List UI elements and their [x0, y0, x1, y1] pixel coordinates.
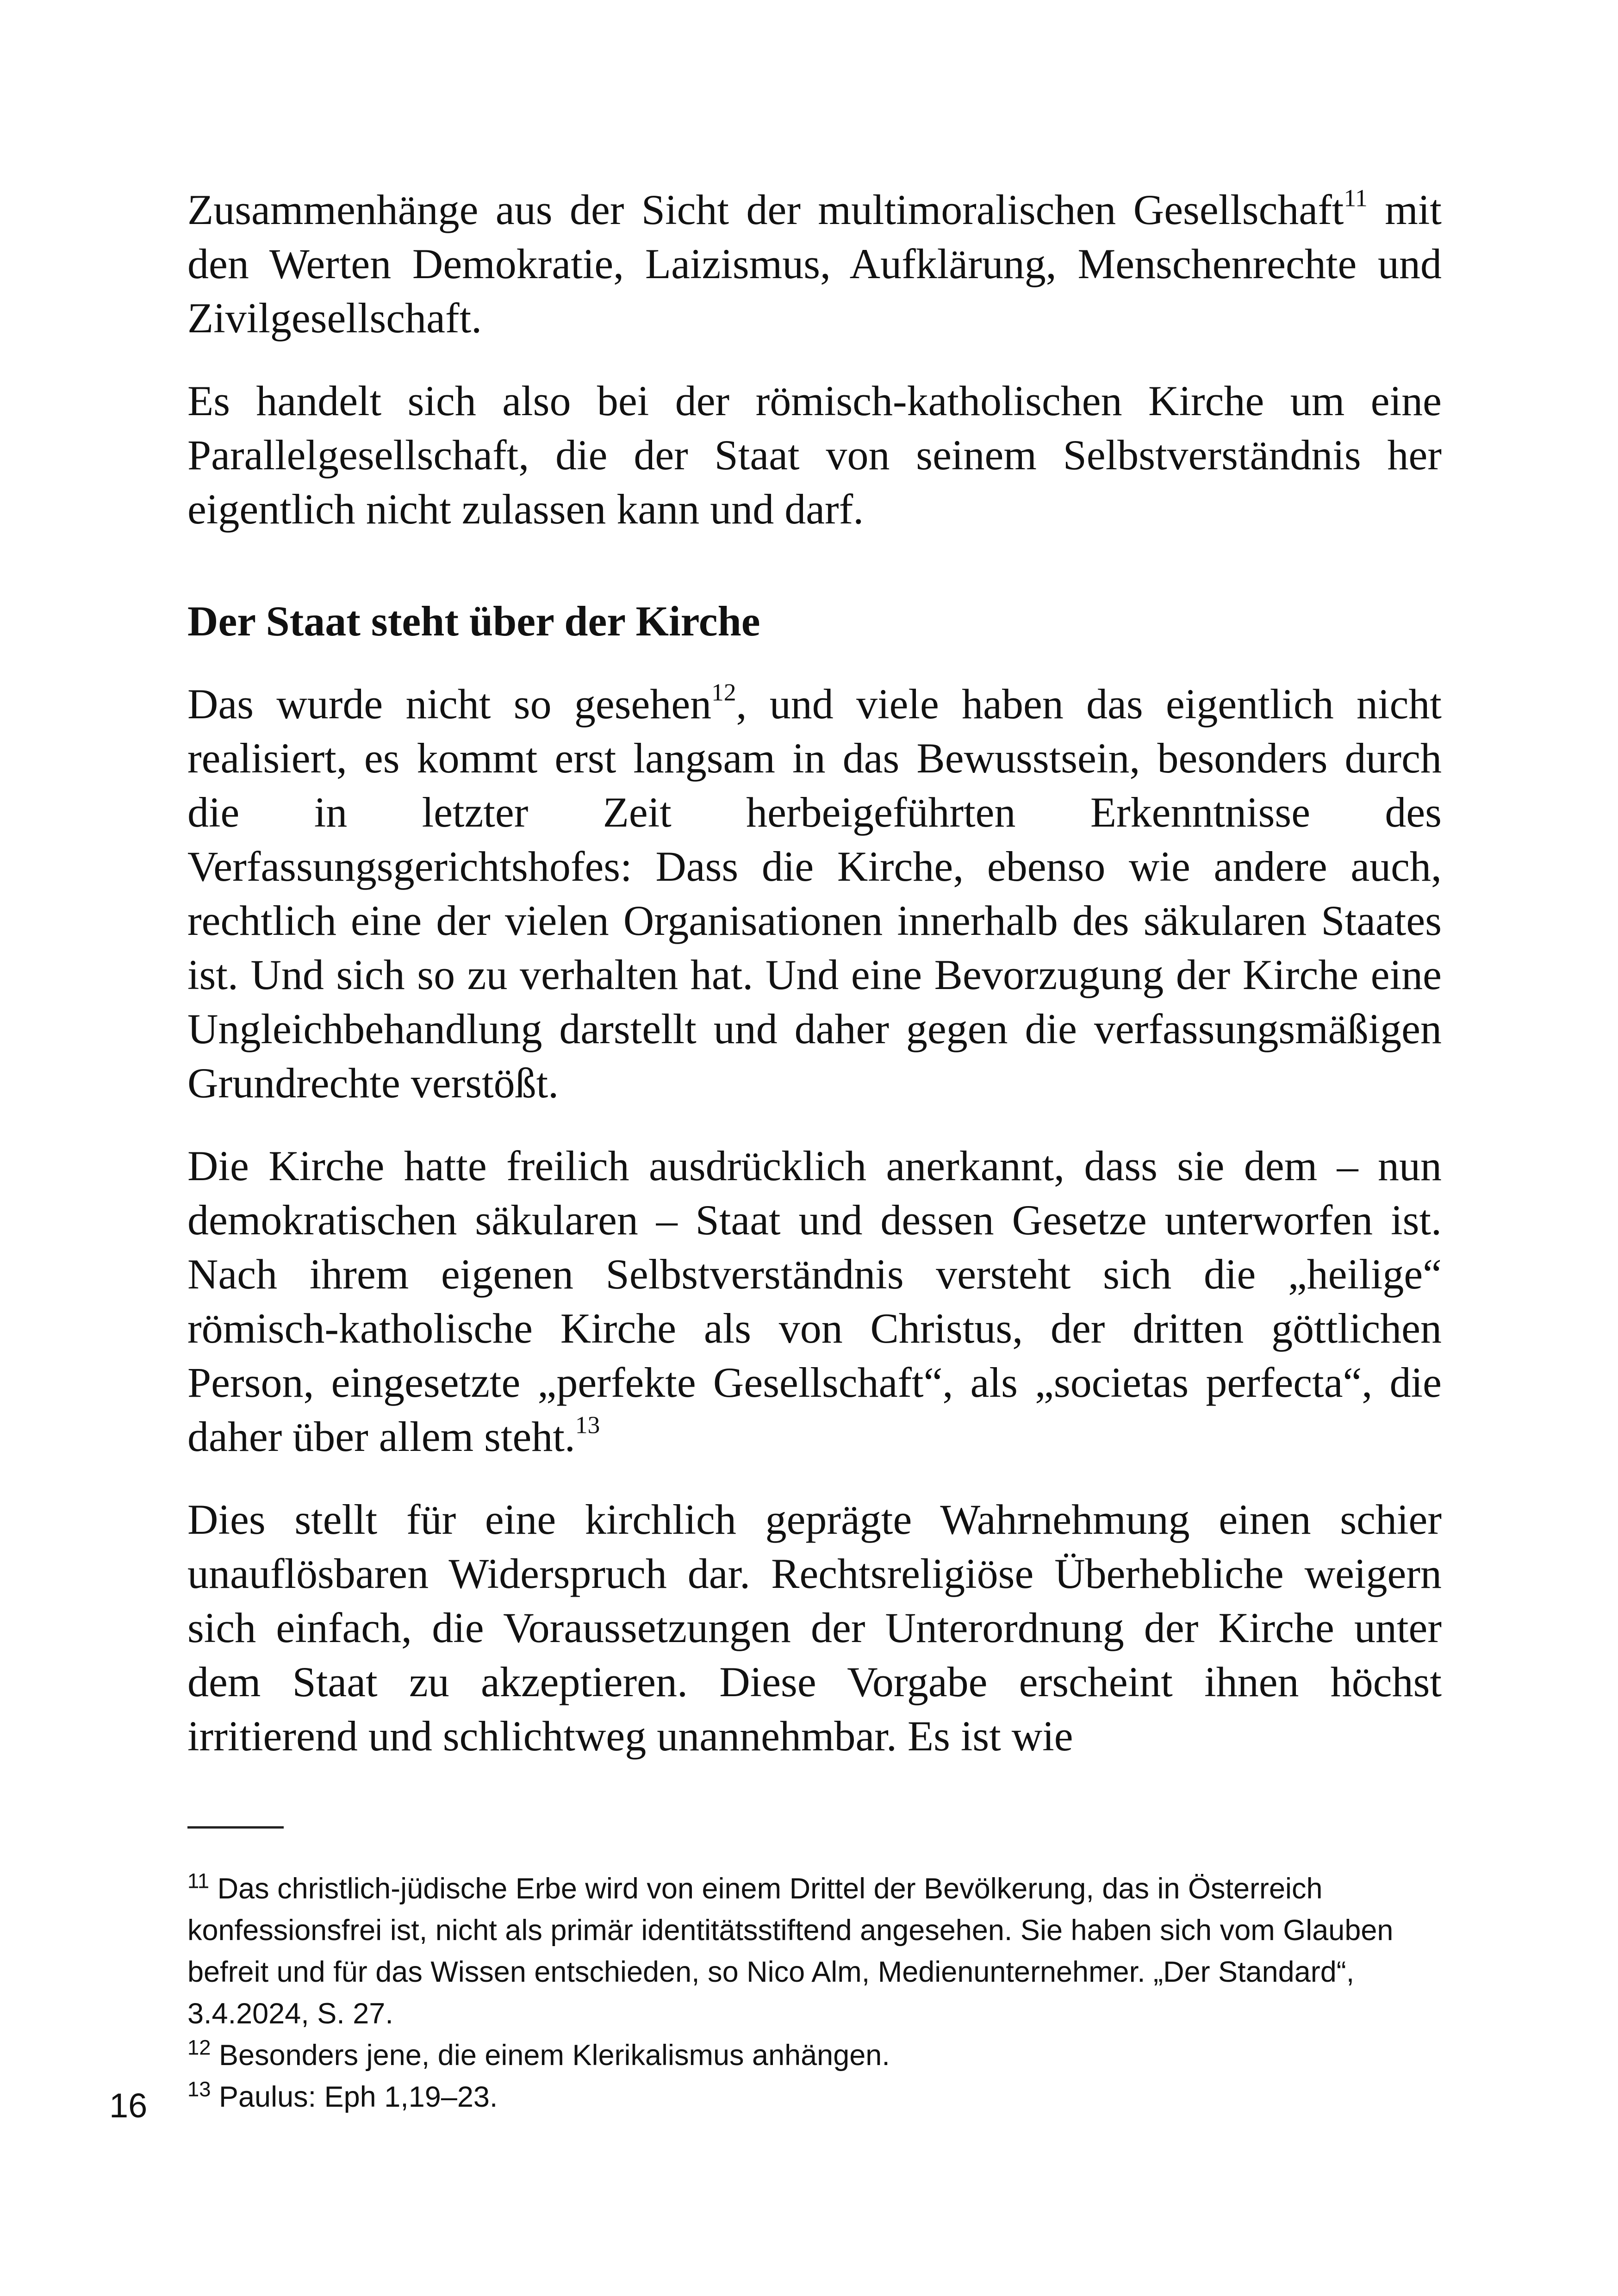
footnote-text: Das christlich-jüdische Erbe wird von einem Drittel der Bevölkerung, das in Österreich konfessionsfrei ist, nicht als primär identitätsstiftend angesehen. Sie haben sich vom Glauben befreit und für das Wissen entschieden, so Nico Alm, Medienunternehmer. „Der Standard“, 3.4.2024, S. 27. — [187, 1873, 1394, 2030]
paragraph: Dies stellt für eine kirchlich geprägte Wahrnehmung einen schier unauflösbaren Widerspruch dar. Rechtsreligiöse Überhebliche weigern sich einfach, die Voraussetzungen der Unterordnung der Kirche unter dem Staat zu akzeptieren. Diese Vorgabe erscheint ihnen höchst irritierend und schlichtweg unannehmbar. Es ist wie — [187, 1496, 1442, 1760]
main-text — [187, 183, 1442, 1792]
paragraph-text: mit den Werten Demokratie, Laizismus, Aufklärung, Menschenrechte und Zivilgesellschaft. — [187, 186, 1442, 342]
footnote-number: 12 — [187, 2035, 211, 2060]
footnote-text: Paulus: Eph 1,19–23. — [211, 2081, 498, 2113]
footnote-reference[interactable]: 13 — [575, 1411, 600, 1439]
footnote-number: 11 — [187, 1869, 210, 1893]
footnote-divider — [187, 1826, 284, 1829]
footnote — [187, 1868, 1446, 2035]
paragraph-text: Das wurde nicht so gesehen — [187, 680, 712, 728]
paragraph-text: Zusammenhänge aus der Sicht der multimoralischen Gesellschaft — [187, 186, 1344, 233]
footnote-reference[interactable]: 12 — [711, 678, 736, 706]
paragraph — [187, 183, 1442, 345]
page-number: 16 — [109, 2086, 148, 2125]
section-heading: Der Staat steht über der Kirche — [187, 597, 760, 645]
paragraph — [187, 1139, 1442, 1464]
paragraph: Es handelt sich also bei der römisch-katholischen Kirche um eine Parallelgesellschaft, die der Staat von seinem Selbstverständnis her eigentlich nicht zulassen kann und darf. — [187, 377, 1442, 533]
footnotes — [187, 1868, 1446, 2118]
footnote-reference[interactable]: 11 — [1344, 184, 1368, 212]
footnote — [187, 2035, 1446, 2076]
footnote — [187, 2076, 1446, 2118]
footnote-number: 13 — [187, 2077, 211, 2101]
footnote-text: Besonders jene, die einem Klerikalismus anhängen. — [211, 2039, 890, 2072]
paragraph-text: Die Kirche hatte freilich ausdrücklich anerkannt, dass sie dem – nun demokratischen säkularen – Staat und dessen Gesetze unterworfen ist. Nach ihrem eigenen Selbstverständnis versteht sich die „heilige“ römisch-katholische Kirche als von Christus, der dritten göttlichen Person, eingesetzte „perfekte Gesellschaft“, als „societas perfecta“, die daher über allem steht. — [187, 1142, 1442, 1460]
paragraph — [187, 677, 1442, 1110]
paragraph-text: , und viele haben das eigentlich nicht realisiert, es kommt erst langsam in das Bewusstsein, besonders durch die in letzter Zeit herbeigeführten Erkenntnisse des Verfassungsgerichtshofes: Dass die Kirche, ebenso wie andere auch, rechtlich eine der vielen Organisationen innerhalb des säkularen Staates ist. Und sich so zu verhalten hat. Und eine Bevorzugung der Kirche eine Ungleichbehandlung darstellt und daher gegen die verfassungsmäßigen Grundrechte verstößt. — [187, 680, 1442, 1107]
